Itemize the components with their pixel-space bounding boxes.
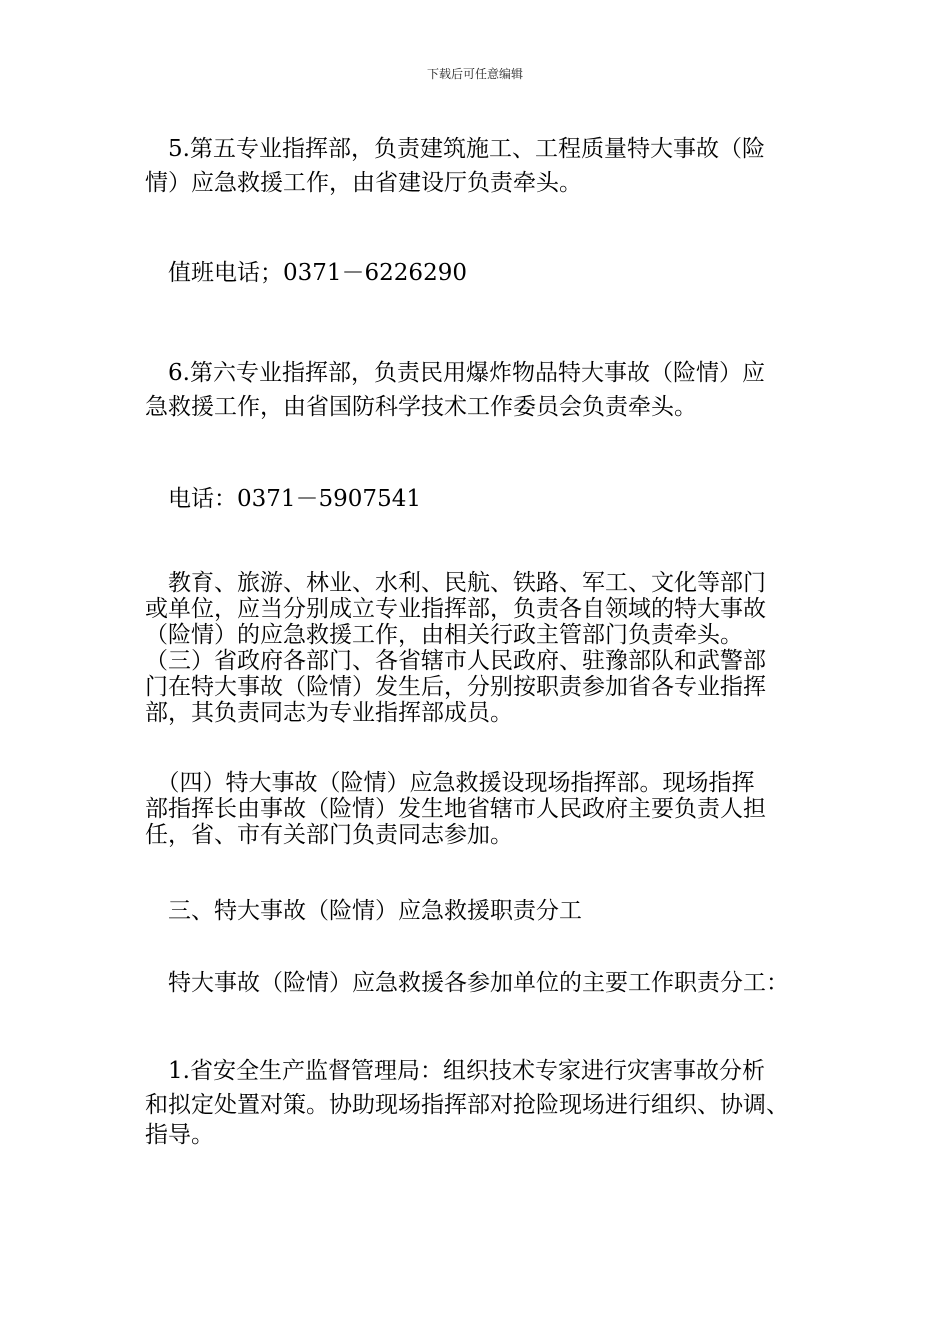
paragraph-duty-phone <box>145 256 810 290</box>
text-line: 门在特大事故（险情）发生后，分别按职责参加省各专业指挥 <box>145 674 766 700</box>
text-line: 部，其负责同志为专业指挥部成员。 <box>145 700 513 726</box>
text-line: （险情）的应急救援工作，由相关行政主管部门负责牵头。 <box>145 622 743 648</box>
text-line: 任，省、市有关部门负责同志参加。 <box>145 822 513 848</box>
paragraph-responsibilities-intro <box>145 966 810 1000</box>
text-line: 部指挥长由事故（险情）发生地省辖市人民政府主要负责人担 <box>145 796 766 822</box>
paragraph-phone <box>145 482 810 516</box>
text-line: 6.第六专业指挥部，负责民用爆炸物品特大事故（险情）应 <box>145 360 765 386</box>
text-line: 值班电话；0371－6226290 <box>145 260 467 286</box>
paragraph-departments <box>145 570 810 726</box>
paragraph-fifth-command <box>145 132 810 200</box>
text-line: 1.省安全生产监督管理局：组织技术专家进行灾害事故分析 <box>145 1058 765 1084</box>
text-line: 三、特大事故（险情）应急救援职责分工 <box>145 898 582 924</box>
text-line: （三）省政府各部门、各省辖市人民政府、驻豫部队和武警部 <box>145 648 766 674</box>
text-line: 电话：0371－5907541 <box>145 486 421 512</box>
text-line: 急救援工作，由省国防科学技术工作委员会负责牵头。 <box>145 394 697 420</box>
paragraph-safety-bureau <box>145 1054 810 1148</box>
page-header: 下载后可任意编辑 <box>426 67 523 81</box>
text-line: 教育、旅游、林业、水利、民航、铁路、军工、文化等部门 <box>145 570 766 596</box>
text-line: 情）应急救援工作，由省建设厅负责牵头。 <box>145 170 582 196</box>
paragraph-sixth-command <box>145 356 810 424</box>
text-line: 特大事故（险情）应急救援各参加单位的主要工作职责分工： <box>145 970 789 996</box>
paragraph-onsite-command <box>145 770 810 848</box>
text-line: （四）特大事故（险情）应急救援设现场指挥部。现场指挥 <box>145 770 755 796</box>
text-line: 5.第五专业指挥部，负责建筑施工、工程质量特大事故（险 <box>145 136 765 162</box>
section-heading-responsibilities <box>145 894 810 928</box>
text-line: 指导。 <box>145 1122 214 1148</box>
text-line: 或单位，应当分别成立专业指挥部，负责各自领域的特大事故 <box>145 596 766 622</box>
text-line: 和拟定处置对策。协助现场指挥部对抢险现场进行组织、协调、 <box>145 1092 789 1118</box>
